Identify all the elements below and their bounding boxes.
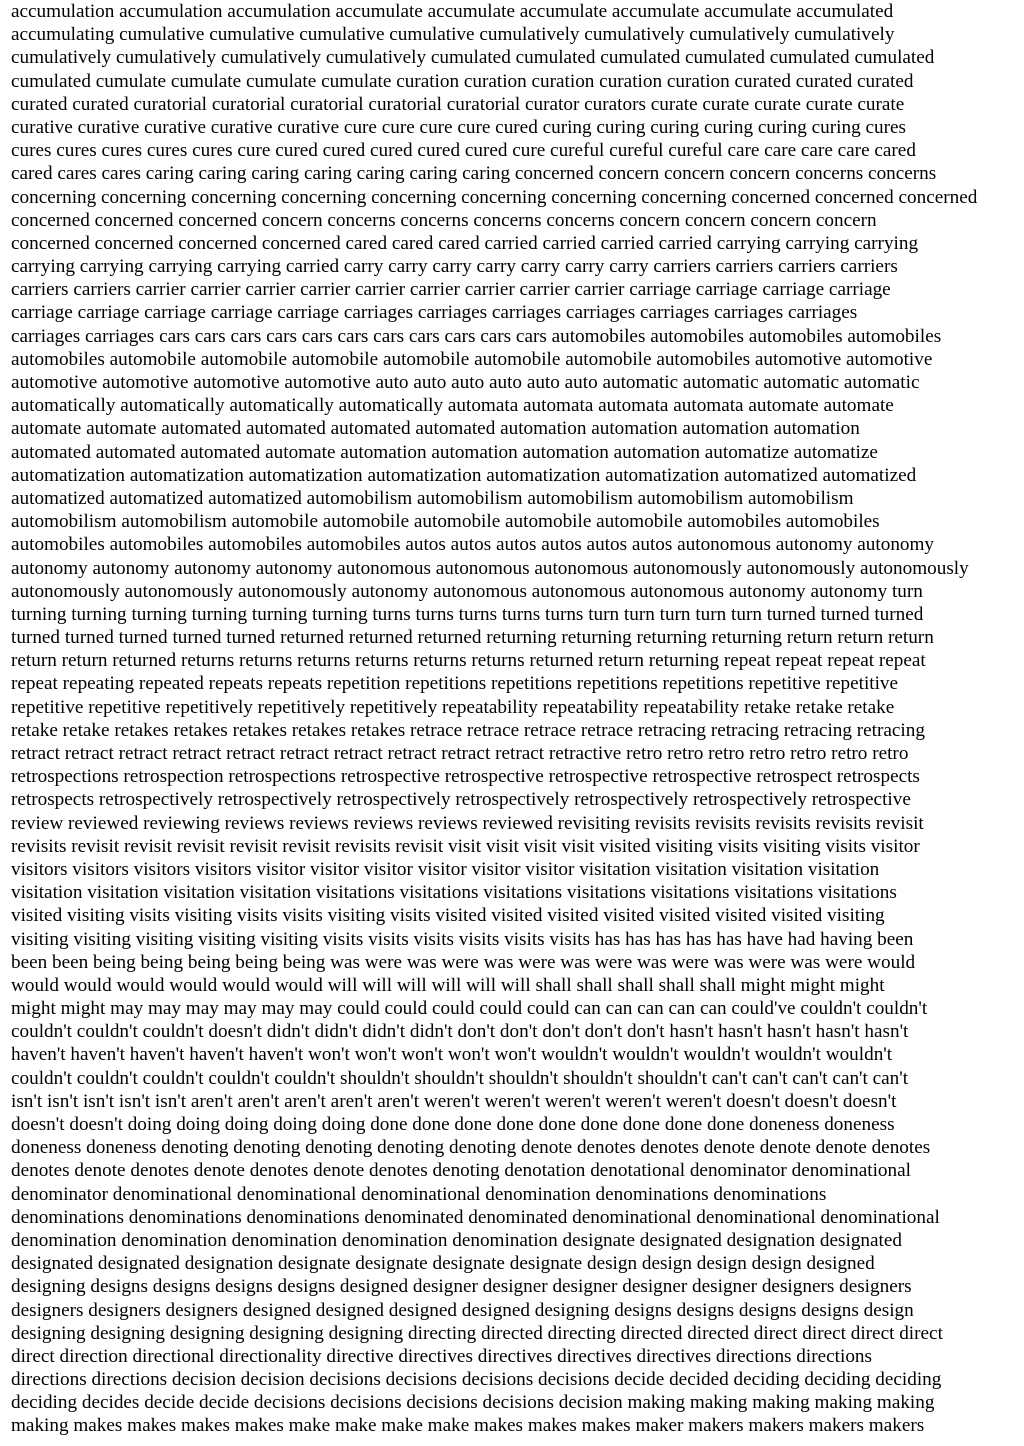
text-line: carriage carriage carriage carriage carriage carriages carriages carriages carriages carriages carriages carriages	[11, 302, 858, 324]
text-line: denominator denominational denominational denominational denomination denominations denominations	[11, 1183, 827, 1205]
text-line: cared cares cares caring caring caring caring caring caring caring concerned concern concern concern concerns concerns	[11, 163, 937, 185]
text-line: autonomy autonomy autonomy autonomy autonomous autonomous autonomous autonomously autonomously autonomously	[11, 557, 969, 579]
text-line: couldn't couldn't couldn't doesn't didn't didn't didn't didn't don't don't don't don't don't hasn't hasn't hasn't hasn't hasn't	[11, 1021, 909, 1043]
text-line: isn't isn't isn't isn't isn't aren't aren't aren't aren't aren't weren't weren't weren't weren't weren't doesn't doesn't doesn't	[11, 1090, 897, 1112]
text-line: cures cures cures cures cures cure cured cured cured cured cured cure cureful cureful cureful care care care care cared	[11, 140, 916, 162]
text-line: turning turning turning turning turning turning turns turns turns turns turns turn turn turn turn turn turned turned turned	[11, 603, 924, 625]
text-line: concerned concerned concerned concern concerns concerns concerns concerns concern concern concern concern	[11, 209, 877, 231]
text-line: turned turned turned turned turned returned returned returned returning returning returning returning return return return	[11, 627, 934, 649]
text-line: denominations denominations denominations denominated denominated denominational denominational denominational	[11, 1206, 940, 1228]
text-line: haven't haven't haven't haven't haven't won't won't won't won't won't wouldn't wouldn't wouldn't wouldn't wouldn't	[11, 1044, 893, 1066]
text-line: might might may may may may may may could could could could could can can can can can could've couldn't couldn't	[11, 998, 928, 1020]
text-line: doesn't doesn't doing doing doing doing doing done done done done done done done done done doneness doneness	[11, 1114, 895, 1135]
text-line: automobiles automobile automobile automobile automobile automobile automobile automobiles automotive automotive	[11, 348, 933, 370]
text-line: retract retract retract retract retract retract retract retract retract retract retractive retro retro retro retro retro retro retro	[11, 743, 909, 764]
text-line: repeat repeating repeated repeats repeats repetition repetitions repetitions repetitions repetitions repetitive repetitive	[11, 673, 899, 695]
text-line: carriers carriers carrier carrier carrier carrier carrier carrier carrier carrier carrier carriage carriage carriage carriage	[11, 279, 891, 301]
text-line: direct direction directional directionality directive directives directives directives directives directions directions	[11, 1345, 872, 1367]
text-line: automatization automatization automatization automatization automatization automatization automatized automatized	[11, 464, 917, 486]
text-line: doneness doneness denoting denoting denoting denoting denoting denote denotes denotes denote denote denote denotes	[11, 1137, 931, 1159]
text-line: retrospections retrospection retrospections retrospective retrospective retrospective retrospective retrospect retrospects	[11, 766, 920, 788]
text-page	[11, 0, 1021, 1438]
text-line: cumulated cumulate cumulate cumulate cumulate curation curation curation curation curation curated curated curated	[11, 70, 914, 92]
text-line: concerning concerning concerning concerning concerning concerning concerning concerning concerned concerned concerned	[11, 186, 978, 208]
text-line: automotive automotive automotive automotive auto auto auto auto auto auto automatic automatic automatic automatic	[11, 372, 920, 393]
text-line: carriages carriages cars cars cars cars cars cars cars cars cars cars cars automobiles automobiles automobiles automobiles	[11, 325, 942, 347]
text-line: retrospects retrospectively retrospectively retrospectively retrospectively retrospectively retrospectively retrospective	[11, 789, 911, 811]
text-line: designing designing designing designing designing directing directed directing directed directed direct direct direct direct	[11, 1322, 943, 1344]
text-line: would would would would would would will will will will will will shall shall shall shall shall might might might	[11, 974, 885, 996]
text-line: concerned concerned concerned concerned cared cared cared carried carried carried carried carrying carrying carrying	[11, 232, 919, 254]
text-line: accumulating cumulative cumulative cumulative cumulative cumulatively cumulatively cumulatively cumulatively	[11, 24, 895, 46]
text-line: cumulatively cumulatively cumulatively cumulatively cumulated cumulated cumulated cumulated cumulated cumulated	[11, 47, 935, 69]
text-line: designers designers designers designed designed designed designed designing designs designs designs designs design	[11, 1299, 914, 1321]
text-line: visiting visiting visiting visiting visiting visits visits visits visits visits visits has has has has has have had having been	[11, 928, 914, 950]
text-line: automated automated automated automate automation automation automation automation automatize automatize	[11, 441, 878, 463]
text-line: deciding decides decide decide decisions decisions decisions decisions decision making making making making making	[11, 1392, 935, 1414]
text-line: carrying carrying carrying carrying carried carry carry carry carry carry carry carry carriers carriers carriers carriers	[11, 256, 898, 278]
text-line: couldn't couldn't couldn't couldn't couldn't shouldn't shouldn't shouldn't shouldn't shouldn't can't can't can't can't can't	[11, 1067, 909, 1089]
text-line: automatized automatized automatized automobilism automobilism automobilism automobilism automobilism	[11, 487, 854, 509]
text-line: making makes makes makes makes make make make make makes makes makes maker makers makers makers makers	[11, 1415, 925, 1437]
text-line: curative curative curative curative curative cure cure cure cure cured curing curing curing curing curing curing cures	[11, 116, 906, 138]
text-line: retake retake retakes retakes retakes retakes retakes retrace retrace retrace retrace retracing retracing retracing retracing	[11, 719, 925, 741]
text-line: automobiles automobiles automobiles automobiles autos autos autos autos autos autos autonomous autonomy autonomy	[11, 534, 935, 556]
text-line: revisits revisit revisit revisit revisit revisit revisits revisit visit visit visit visit visited visiting visits visiting visits visitor	[11, 835, 920, 857]
text-line: denomination denomination denomination denomination denomination designate designated designation designated	[11, 1229, 902, 1251]
text-line: autonomously autonomously autonomously autonomy autonomous autonomous autonomous autonomy autonomy turn	[11, 580, 923, 602]
text-line: directions directions decision decision decisions decisions decisions decisions decide decided deciding deciding deciding	[11, 1369, 942, 1391]
text-line: visited visiting visits visiting visits visits visiting visits visited visited visited visited visited visited visited visiting	[11, 905, 885, 927]
text-line: automate automate automated automated automated automated automation automation automation automation	[11, 418, 860, 440]
text-line: visitors visitors visitors visitors visitor visitor visitor visitor visitor visitor visitation visitation visitation visitation	[11, 858, 880, 880]
text-line: denotes denote denotes denote denotes denote denotes denoting denotation denotational denominator denominational	[11, 1160, 911, 1182]
text-line: accumulation accumulation accumulation accumulate accumulate accumulate accumulate accumulate accumulated	[11, 1, 894, 22]
text-line: designated designated designation designate designate designate designate design design design design designed	[11, 1253, 875, 1275]
text-line: review reviewed reviewing reviews reviews reviews reviews reviewed revisiting revisits revisits revisits revisits revisit	[11, 812, 924, 834]
text-line: automatically automatically automatically automatically automata automata automata automata automate automate	[11, 395, 894, 417]
text-line: been been being being being being being was were was were was were was were was were was were was were would	[11, 951, 916, 973]
text-line: designing designs designs designs designs designed designer designer designer designer designer designers designers	[11, 1276, 912, 1298]
text-line: repetitive repetitive repetitively repetitively repetitively repeatability repeatability repeatability retake retake retake	[11, 696, 895, 718]
text-line: return return returned returns returns returns returns returns returns returned return returning repeat repeat repeat repeat	[11, 650, 926, 672]
text-line: visitation visitation visitation visitation visitations visitations visitations visitations visitations visitations visitations	[11, 882, 897, 904]
text-line: curated curated curatorial curatorial curatorial curatorial curatorial curator curators curate curate curate curate curate	[11, 93, 905, 115]
text-line: automobilism automobilism automobile automobile automobile automobile automobile automobiles automobiles	[11, 511, 880, 533]
